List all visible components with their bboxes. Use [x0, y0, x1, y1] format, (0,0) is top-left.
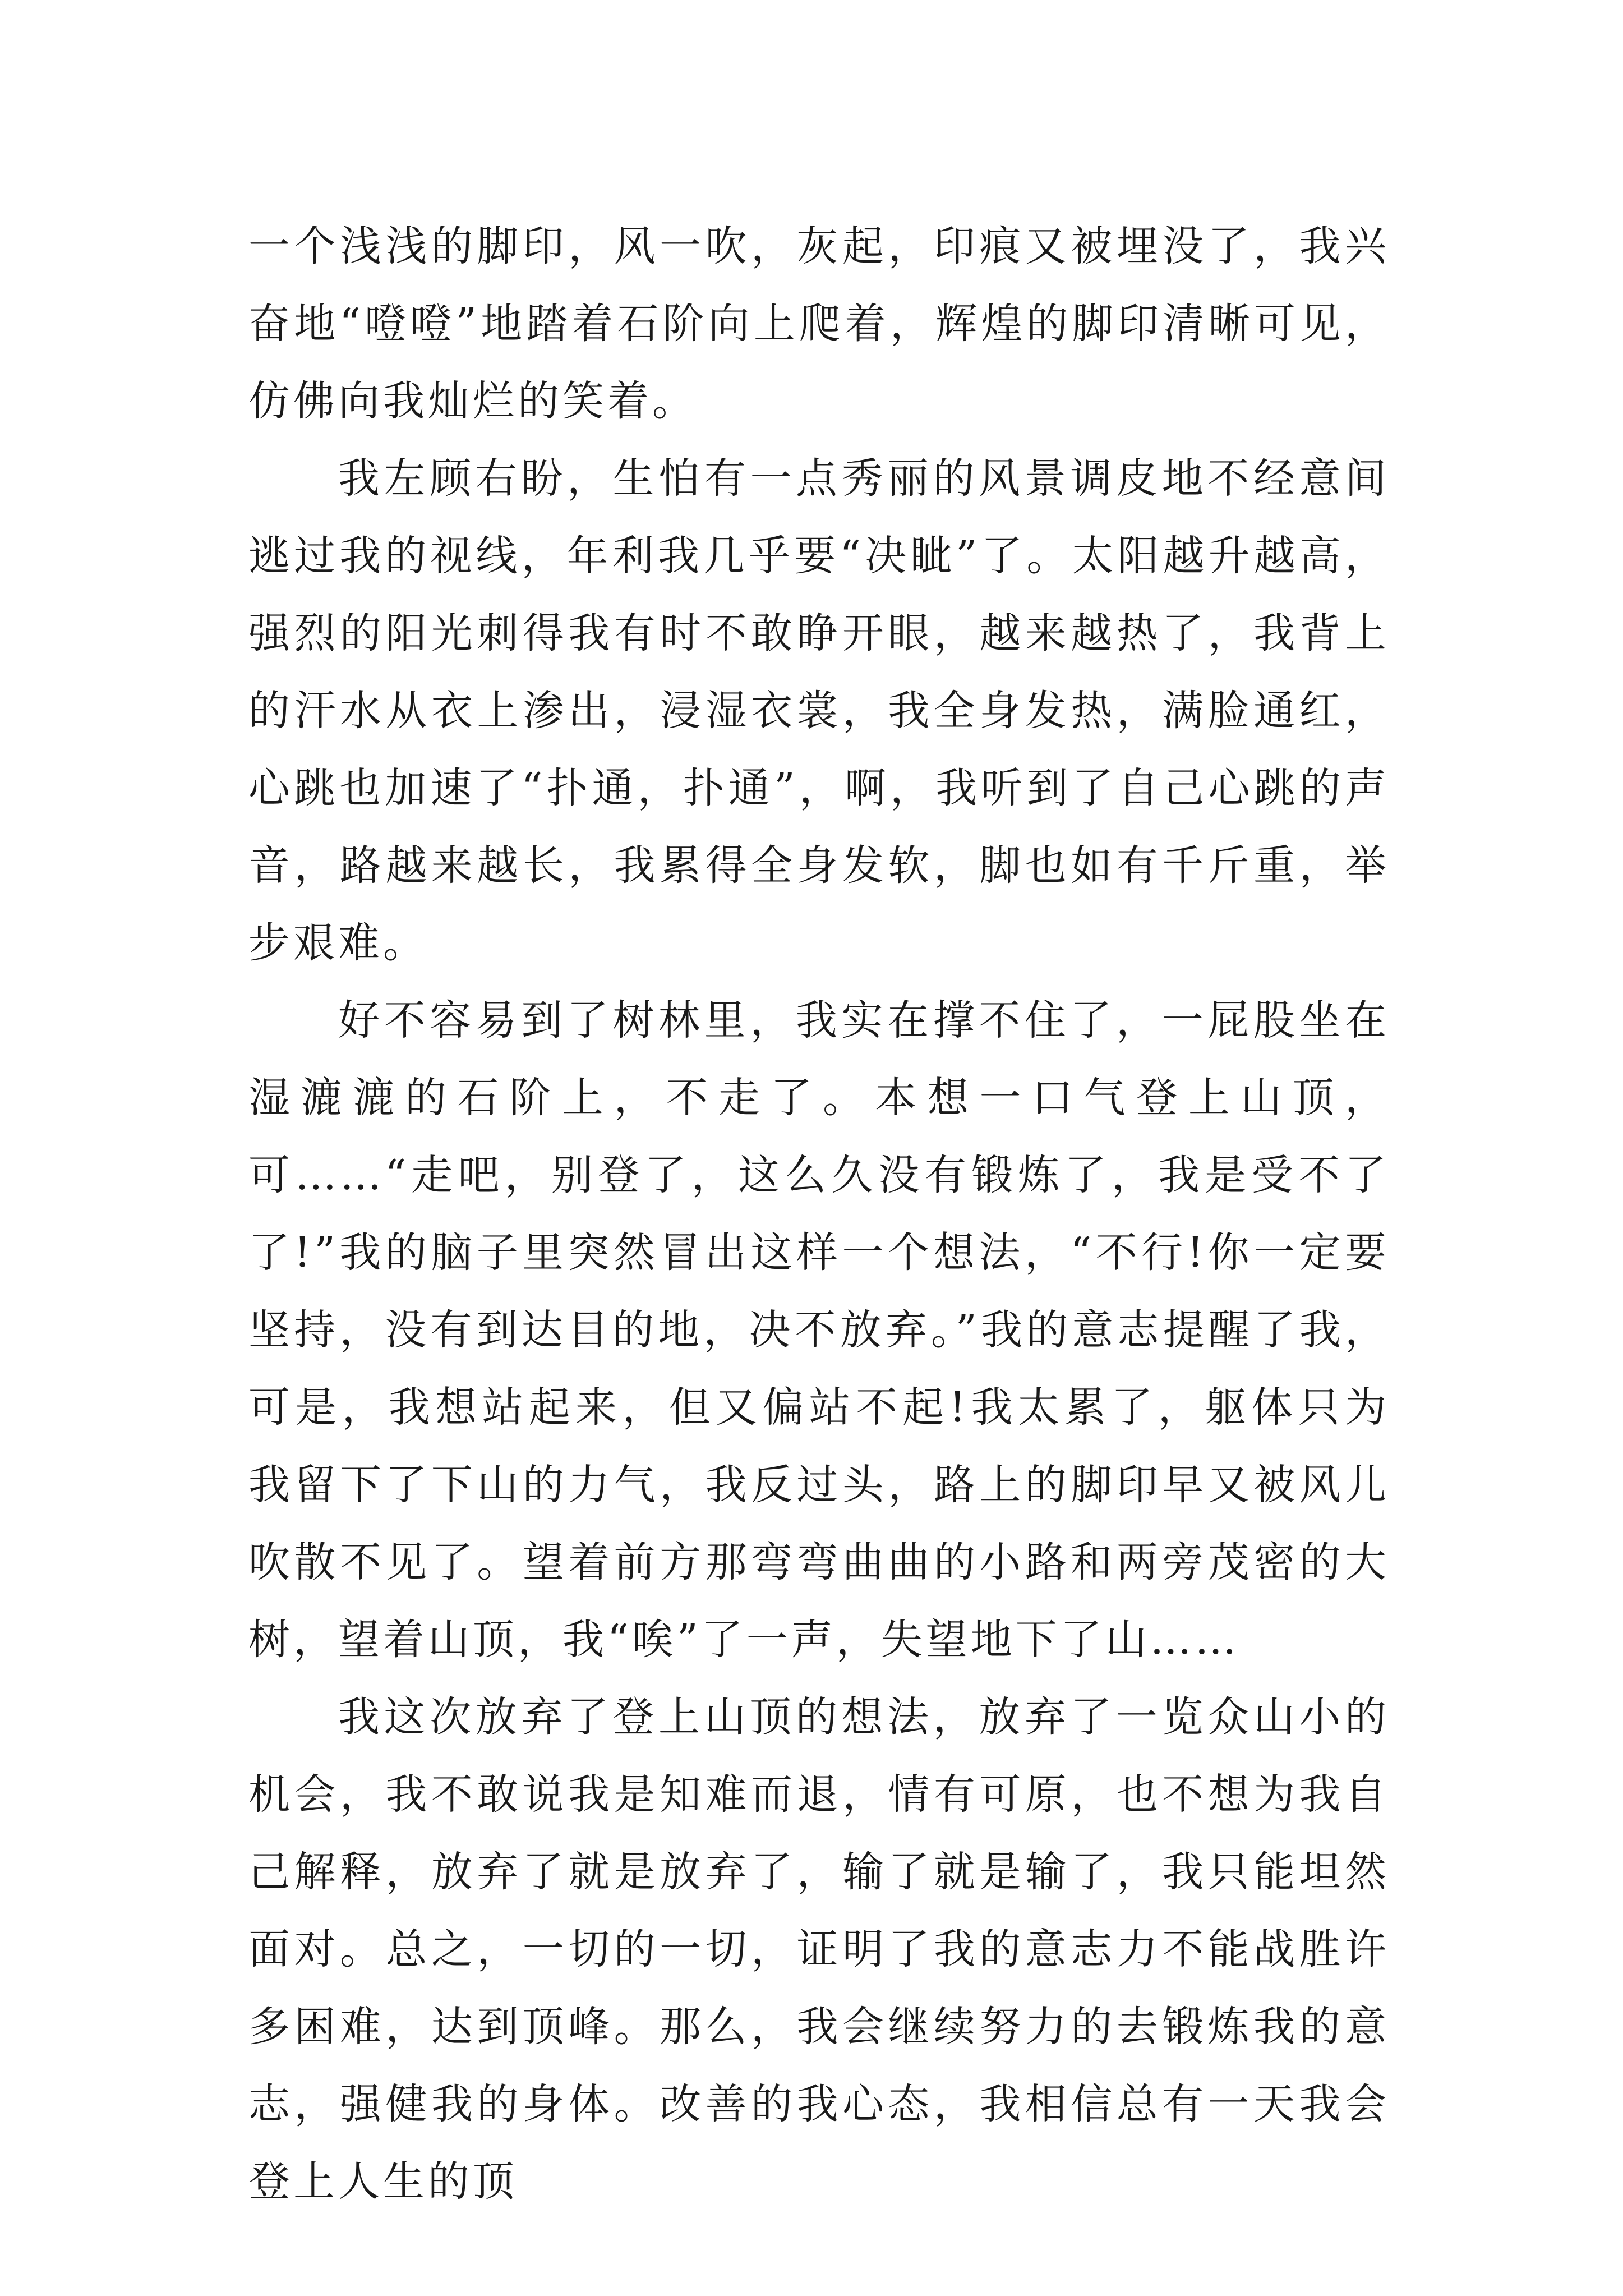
body-text [248, 208, 1390, 2220]
paragraph-4: 我这次放弃了登上山顶的想法，放弃了一览众山小的机会，我不敢说我是知难而退，情有可原，也不想为我自己解释，放弃了就是放弃了，输了就是输了，我只能坦然面对。总之，一切的一切，证明了我的意志力不能战胜许多困难，达到顶峰。那么，我会继续努力的去锻炼我的意志，强健我的身体。改善的我心态，我相信总有一天我会登上人生的顶 [248, 1693, 1390, 2206]
paragraph-1: 一个浅浅的脚印，风一吹，灰起，印痕又被埋没了，我兴奋地“噔噔”地踏着石阶向上爬着，辉煌的脚印清晰可见，仿佛向我灿烂的笑着。 [248, 222, 1390, 425]
paragraph-3: 好不容易到了树林里，我实在撑不住了，一屁股坐在湿漉漉的石阶上，不走了。本想一口气登上山顶，可……“走吧，别登了，这么久没有锻炼了，我是受不了了!”我的脑子里突然冒出这样一个想法，“不行!你一定要坚持，没有到达目的地，决不放弃。”我的意志提醒了我，可是，我想站起来，但又偏站不起!我太累了，躯体只为我留下了下山的力气，我反过头，路上的脚印早又被风儿吹散不见了。望着前方那弯弯曲曲的小路和两旁茂密的大树，望着山顶，我“唉”了一声，失望地下了山…… [248, 996, 1390, 1664]
paragraph-2: 我左顾右盼，生怕有一点秀丽的风景调皮地不经意间逃过我的视线，年利我几乎要“决眦”了。太阳越升越高，强烈的阳光刺得我有时不敢睁开眼，越来越热了，我背上的汗水从衣上渗出，浸湿衣裳，我全身发热，满脸通红，心跳也加速了“扑通，扑通”，啊，我听到了自己心跳的声音，路越来越长，我累得全身发软，脚也如有千斤重，举步艰难。 [248, 454, 1390, 967]
